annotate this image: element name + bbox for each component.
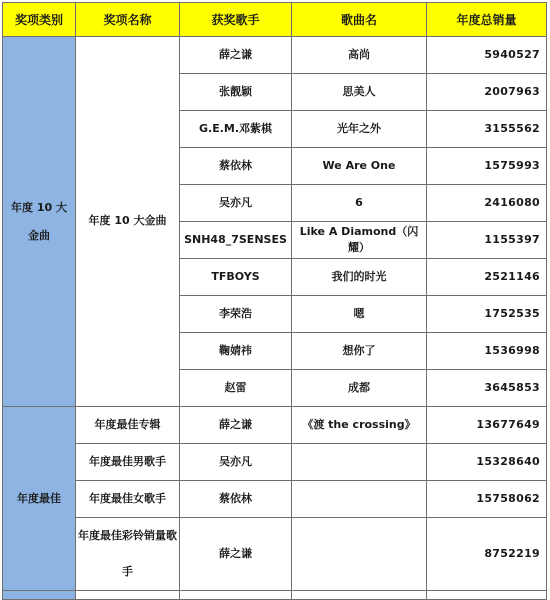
sales-cell: 5940527 [427, 37, 547, 74]
song-cell: 《渡 the crossing》 [292, 407, 427, 444]
song-cell: 嗯 [292, 296, 427, 333]
sales-cell: 2007963 [427, 74, 547, 111]
song-cell: 高尚 [292, 37, 427, 74]
sales-cell: 1575993 [427, 148, 547, 185]
category-cell: 年度最佳 [3, 407, 76, 591]
singer-cell: TFBOYS [180, 259, 292, 296]
sales-cell: 2521146 [427, 259, 547, 296]
singer-cell: 张靓颖 [180, 74, 292, 111]
table-row [3, 407, 547, 444]
singer-cell: 薛之谦 [180, 518, 292, 591]
sales-cell: 15758062 [427, 481, 547, 518]
singer-cell: 吴亦凡 [180, 185, 292, 222]
song-cell: Like A Diamond（闪耀） [292, 222, 427, 259]
sales-cell: 8752219 [427, 518, 547, 591]
category-cell: 年度 10 大金曲 [3, 37, 76, 407]
song-cell: 我们的时光 [292, 259, 427, 296]
award-cell: 年度最佳彩铃销量歌手 [76, 518, 180, 591]
header-award: 奖项名称 [76, 3, 180, 37]
singer-cell: G.E.M.邓紫棋 [180, 111, 292, 148]
singer-cell: 赵雷 [180, 370, 292, 407]
song-cell: 想你了 [292, 333, 427, 370]
song-cell [292, 481, 427, 518]
sales-cell: 1536998 [427, 333, 547, 370]
singer-cell: 鞠婧祎 [180, 333, 292, 370]
table-row [3, 481, 547, 518]
singer-cell: 薛之谦 [180, 37, 292, 74]
sales-cell: 2416080 [427, 185, 547, 222]
header-singer: 获奖歌手 [180, 3, 292, 37]
song-cell [292, 518, 427, 591]
singer-cell: 蔡依林 [180, 148, 292, 185]
singer-cell: 吴亦凡 [180, 444, 292, 481]
table-row [3, 444, 547, 481]
sales-table [2, 2, 547, 600]
song-cell [292, 444, 427, 481]
header-category: 奖项类别 [3, 3, 76, 37]
song-cell: 成都 [292, 370, 427, 407]
sales-cell: 1155397 [427, 222, 547, 259]
sales-cell: 3155562 [427, 111, 547, 148]
sales-cell: 15328640 [427, 444, 547, 481]
header-song: 歌曲名 [292, 3, 427, 37]
song-cell: 6 [292, 185, 427, 222]
singer-cell: SNH48_7SENSES [180, 222, 292, 259]
singer-cell: 薛之谦 [180, 407, 292, 444]
singer-cell: 蔡依林 [180, 481, 292, 518]
sales-cell: 3645853 [427, 370, 547, 407]
sales-cell: 1752535 [427, 296, 547, 333]
song-cell: We Are One [292, 148, 427, 185]
table-row [3, 37, 547, 74]
award-cell: 年度最佳女歌手 [76, 481, 180, 518]
header-row [3, 3, 547, 37]
song-cell: 光年之外 [292, 111, 427, 148]
header-sales: 年度总销量 [427, 3, 547, 37]
award-cell: 年度 10 大金曲 [76, 37, 180, 407]
award-cell: 年度最佳专辑 [76, 407, 180, 444]
singer-cell: 李荣浩 [180, 296, 292, 333]
sales-cell: 13677649 [427, 407, 547, 444]
table-row [3, 518, 547, 591]
award-cell: 年度最佳男歌手 [76, 444, 180, 481]
song-cell: 思美人 [292, 74, 427, 111]
